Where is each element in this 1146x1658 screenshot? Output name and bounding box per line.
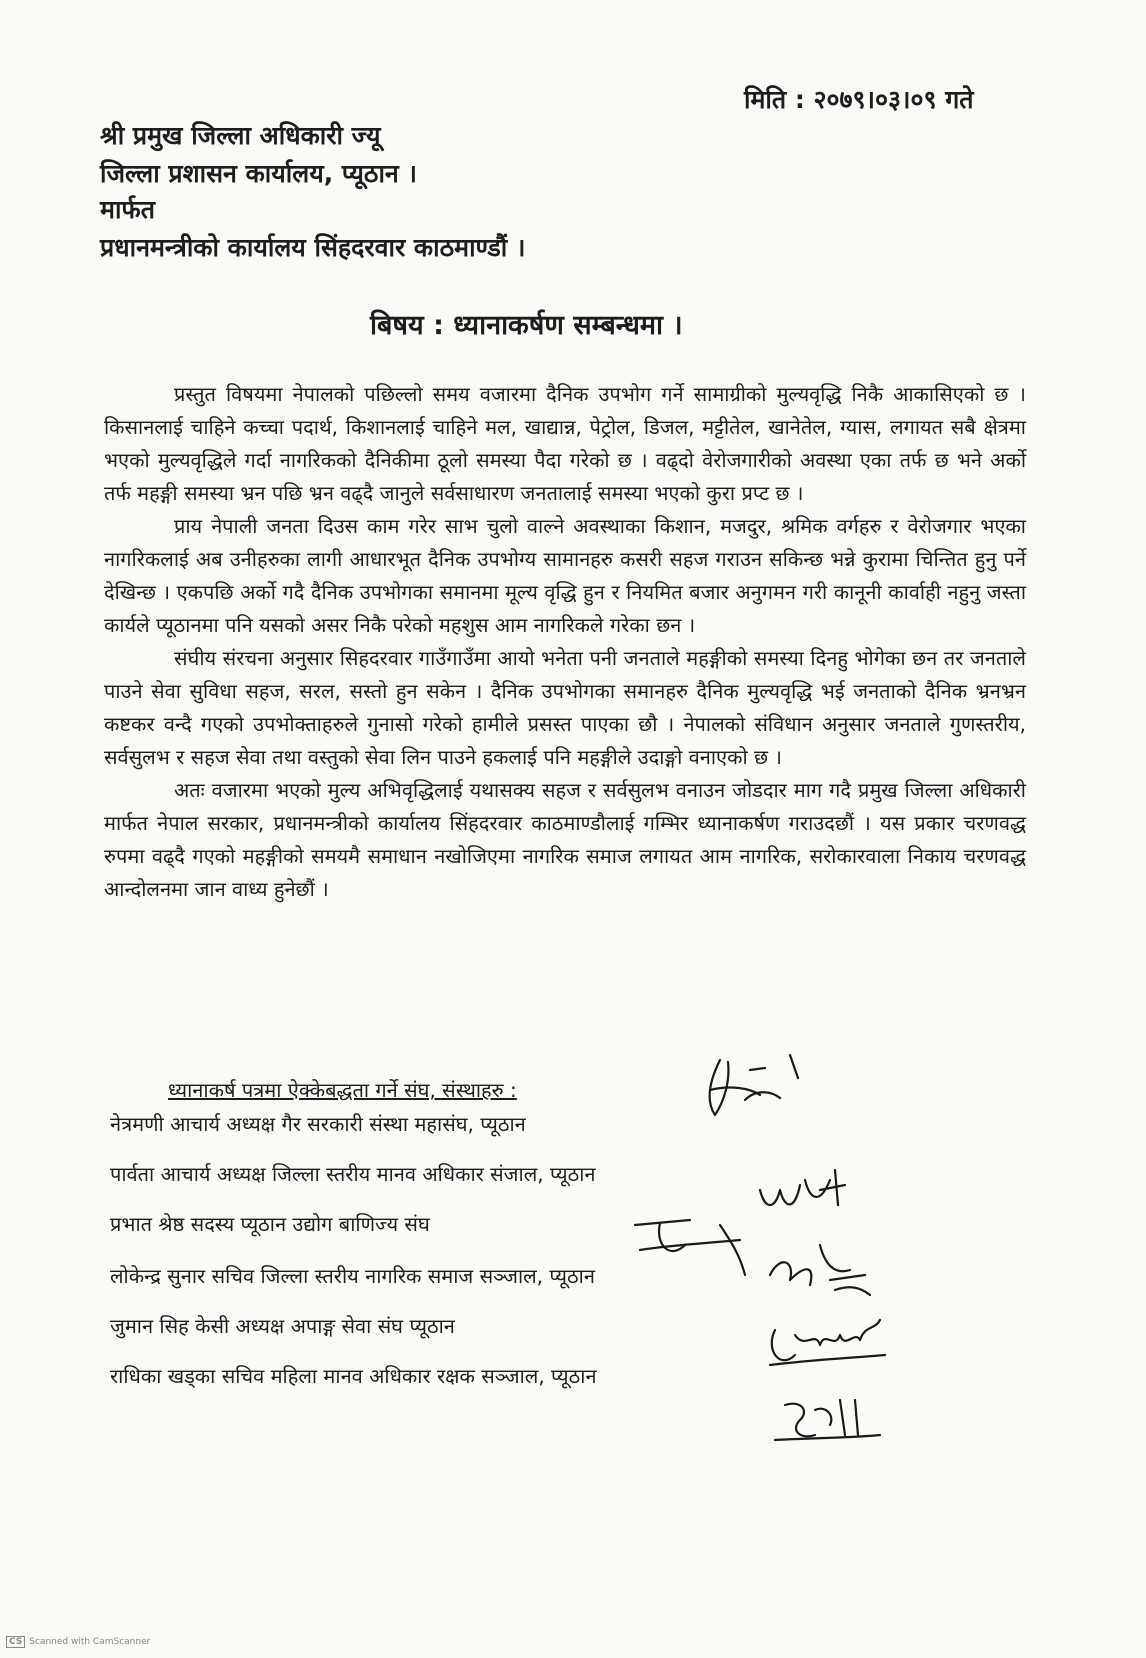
scanner-watermark [6, 1636, 150, 1648]
signature-6 [770, 1380, 910, 1460]
signatory-6: राधिका खड्का सचिव महिला मानव अधिकार रक्षक सञ्जाल, प्यूठान [110, 1364, 597, 1388]
letter-body [104, 378, 1026, 906]
signatory-5: जुमान सिह केसी अध्यक्ष अपाङ्ग सेवा संघ प्यूठान [110, 1314, 455, 1338]
signatory-2: पार्वता आचार्य अध्यक्ष जिल्ला स्तरीय मानव अधिकार संजाल, प्यूठान [110, 1162, 596, 1186]
camscanner-logo-icon: CS [6, 1636, 25, 1648]
paragraph-1: प्रस्तुत विषयमा नेपालको पछिल्लो समय वजारमा दैनिक उपभोग गर्ने सामाग्रीको मुल्यवृद्धि निकै आकासिएको छ । किसानलाई चाहिने कच्चा पदार्थ, किशानलाई चाहिने मल, खाद्यान्न, पेट्रोल, डिजल, मट्टीतेल, खानेतेल, ग्यास, लगायत सबै क्षेत्रमा भएको मुल्यवृद्धिले गर्दा नागरिकको दैनिकीमा ठूलो समस्या पैदा गरेको छ । वढ्दो वेरोजगारीको अवस्था एका तर्फ छ भने अर्को तर्फ महङ्गी समस्या भ्रन पछि भ्रन वढ्दै जानुले सर्वसाधारण जनतालाई समस्या भएको कुरा प्रप्ट छ । [104, 382, 1026, 505]
paragraph-3: संघीय संरचना अनुसार सिहदरवार गाउँगाउँमा आयो भनेता पनी जनताले महङ्गीको समस्या दिनहु भोगेका छन तर जनताले पाउने सेवा सुविधा सहज, सरल, सस्तो हुन सकेन । दैनिक उपभोगका समानहरु दैनिक मुल्यवृद्धि भई जनताको दैनिक भ्रनभ्रन कष्टकर वन्दै गएको उपभोक्ताहरुले गुनासो गरेको हामीले प्रसस्त पाएका छौ । नेपालको संविधान अनुसार जनताले गुणस्तरीय, सर्वसुलभ र सहज सेवा तथा वस्तुको सेवा लिन पाउने हकलाई पनि महङ्गीले उदाङ्गो वनाएको छ । [104, 646, 1026, 769]
signatory-1: नेत्रमणी आचार्य अध्यक्ष गैर सरकारी संस्था महासंघ, प्यूठान [110, 1112, 526, 1136]
recipient-line-1: श्री प्रमुख जिल्ला अधिकारी ज्यू [100, 121, 381, 150]
recipient-line-4: प्रधानमन्त्रीको कार्यालय सिंहदरवार काठमाण्डौं । [100, 233, 526, 262]
paragraph-2: प्राय नेपाली जनता दिउस काम गरेर साभ चुलो वाल्ने अवस्थाका किशान, मजदुर, श्रमिक वर्गहरु र वेरोजगार भएका नागरिकलाई अब उनीहरुका लागी आधारभूत दैनिक उपभोग्य सामानहरु कसरी सहज गराउन सकिन्छ भन्ने कुरामा चिन्तित हुनु पर्ने देखिन्छ । एकपछि अर्को गदै दैनिक उपभोगका समानमा मूल्य वृद्धि हुन र नियमित बजार अनुगमन गरी कानूनी कार्वाही नहुनु जस्ता कार्यले प्यूठानमा पनि यसको असर निकै परेको महशुस आम नागरिकले गरेका छन । [104, 514, 1026, 637]
signature-1 [690, 1050, 830, 1130]
signature-2 [750, 1160, 890, 1240]
date-line: मिति : २०७९।०३।०९ गते [744, 85, 974, 114]
recipient-line-3: मार्फत [100, 195, 155, 224]
paragraph-4: अतः वजारमा भएको मुल्य अभिवृद्धिलाई यथासक्य सहज र सर्वसुलभ वनाउन जोडदार माग गदै प्रमुख जिल्ला अधिकारी मार्फत नेपाल सरकार, प्रधानमन्त्रीको कार्यालय सिंहदरवार काठमाण्डौलाई गम्भिर ध्यानाकर्षण गराउदछौं । यस प्रकार चरणवद्ध रुपमा वढ्दै गएको महङ्गीको समयमै समाधान नखोजिएमा नागरिक समाज लगायत आम नागरिक, सरोकारवाला निकाय चरणवद्ध आन्दोलनमा जान वाध्य हुनेछौं । [104, 778, 1026, 901]
signatories-heading: ध्यानाकर्ष पत्रमा ऐक्केबद्धता गर्ने संघ, संस्थाहरु : [168, 1078, 517, 1102]
signature-5 [760, 1300, 900, 1380]
signature-3 [630, 1205, 770, 1285]
signatory-3: प्रभात श्रेष्ठ सदस्य प्यूठान उद्योग बाणिज्य संघ [110, 1212, 430, 1236]
signatory-4: लोकेन्द्र सुनार सचिव जिल्ला स्तरीय नागरिक समाज सञ्जाल, प्यूठान [110, 1264, 595, 1288]
subject-line: बिषय : ध्यानाकर्षण सम्बन्धमा । [370, 310, 683, 341]
recipient-line-2: जिल्ला प्रशासन कार्यालय, प्यूठान । [100, 159, 417, 188]
scanner-text: Scanned with CamScanner [29, 1637, 151, 1647]
